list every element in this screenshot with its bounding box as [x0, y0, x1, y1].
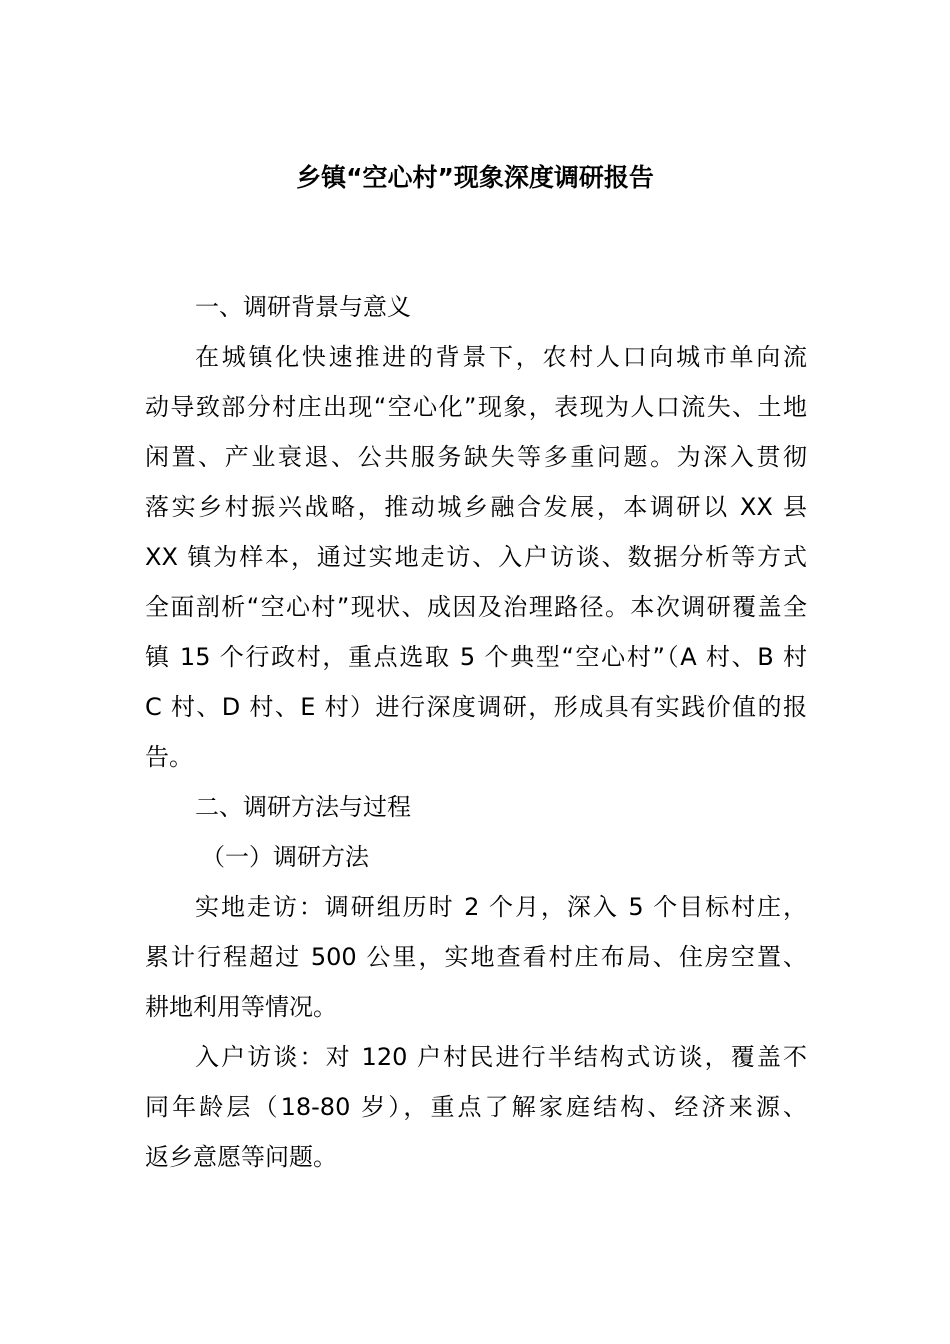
paragraph-line: 同年龄层（18-80 岁），重点了解家庭结构、经济来源、	[145, 1093, 807, 1121]
paragraph-line: 动导致部分村庄出现“空心化”现象，表现为人口流失、土地	[145, 393, 807, 421]
paragraph-line: C 村、D 村、E 村）进行深度调研，形成具有实践价值的报	[145, 693, 807, 721]
paragraph-line: 累计行程超过 500 公里，实地查看村庄布局、住房空置、	[145, 943, 807, 971]
paragraph-line: 入户访谈：对 120 户村民进行半结构式访谈，覆盖不	[195, 1043, 807, 1071]
document-body	[145, 282, 807, 1182]
section-heading-2: 二、调研方法与过程	[195, 793, 411, 821]
paragraph-line: 返乡意愿等问题。	[145, 1143, 337, 1171]
document-title: 乡镇“空心村”现象深度调研报告	[296, 163, 654, 192]
paragraph-line: 镇 15 个行政村，重点选取 5 个典型“空心村”（A 村、B 村	[145, 643, 807, 671]
paragraph-line: 闲置、产业衰退、公共服务缺失等多重问题。为深入贯彻	[145, 443, 807, 471]
subsection-heading: （一）调研方法	[201, 843, 369, 871]
paragraph-line: 耕地利用等情况。	[145, 993, 337, 1021]
paragraph-line: 落实乡村振兴战略，推动城乡融合发展，本调研以 XX 县	[145, 493, 807, 521]
paragraph-line: 全面剖析“空心村”现状、成因及治理路径。本次调研覆盖全	[145, 593, 807, 621]
section-heading-1: 一、调研背景与意义	[195, 293, 411, 321]
paragraph-line: XX 镇为样本，通过实地走访、入户访谈、数据分析等方式	[145, 543, 807, 571]
paragraph-line: 在城镇化快速推进的背景下，农村人口向城市单向流	[195, 343, 807, 371]
paragraph-line: 告。	[145, 743, 193, 771]
paragraph-line: 实地走访：调研组历时 2 个月，深入 5 个目标村庄，	[195, 893, 807, 921]
